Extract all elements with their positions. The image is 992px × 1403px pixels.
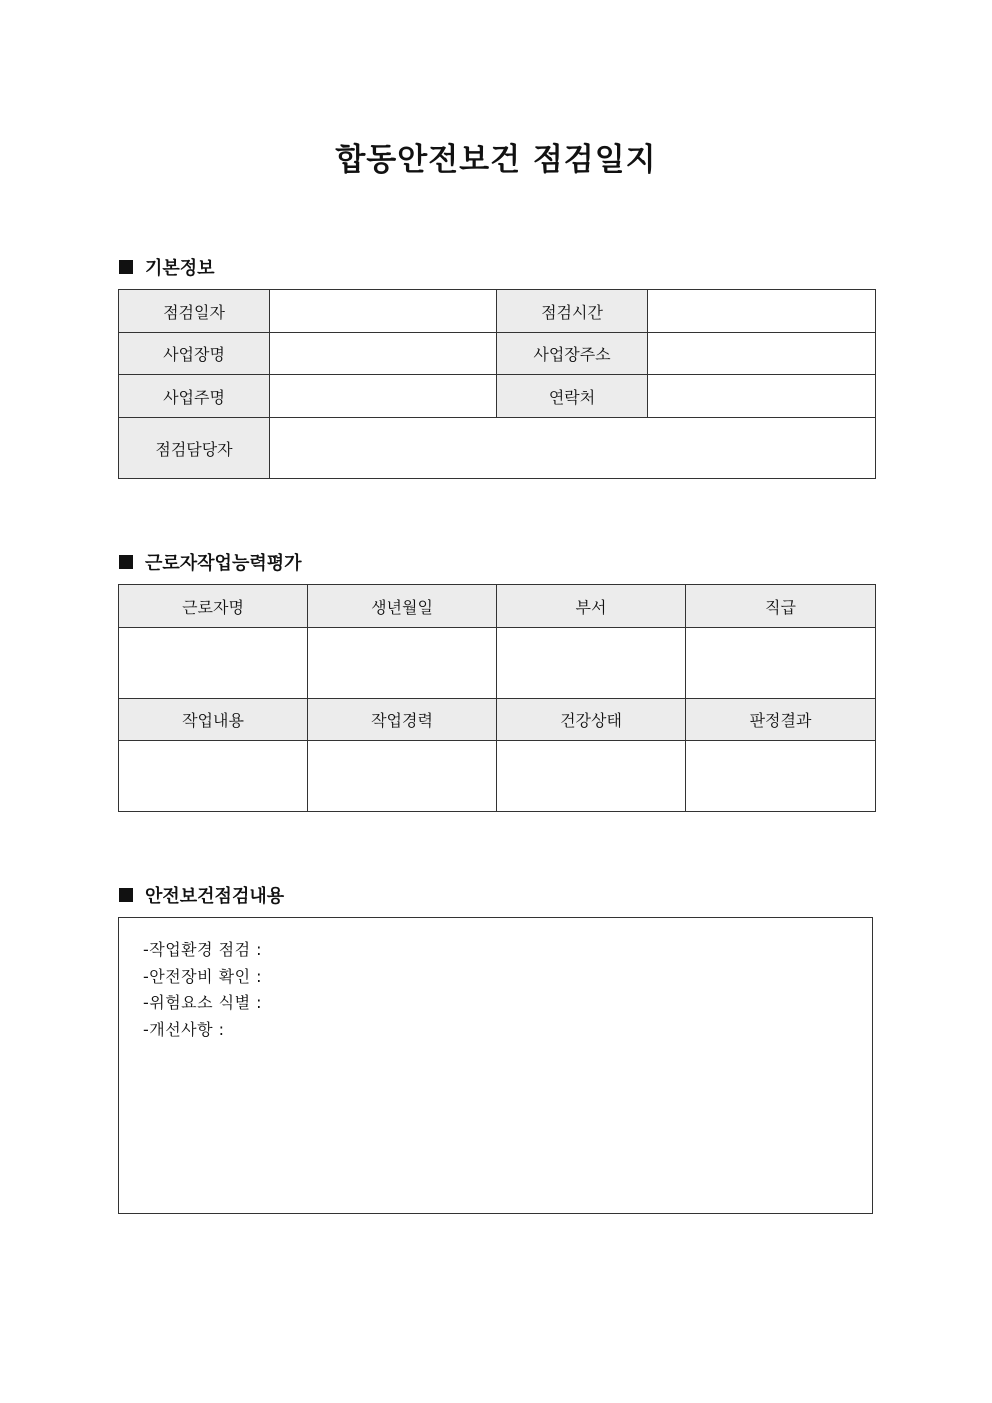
- hazard-identification-line: -위험요소 식별 :: [143, 993, 263, 1012]
- section-heading-label: 안전보건점검내용: [145, 886, 285, 907]
- basic-info-table: [118, 289, 876, 479]
- birth-date-label: 생년월일: [308, 585, 497, 628]
- table-row: [119, 375, 876, 418]
- inspector-label: 점검담당자: [119, 418, 270, 479]
- worker-name-label: 근로자명: [119, 585, 308, 628]
- workplace-address-field[interactable]: [648, 333, 876, 375]
- health-status-field[interactable]: [497, 741, 686, 812]
- contact-label: 연락처: [497, 375, 648, 418]
- square-bullet-icon: [119, 555, 133, 569]
- work-content-label: 작업내용: [119, 699, 308, 741]
- square-bullet-icon: [119, 888, 133, 902]
- table-row: [119, 290, 876, 333]
- document-title: 합동안전보건 점검일지: [335, 142, 657, 178]
- position-field[interactable]: [686, 628, 876, 699]
- table-row: [119, 418, 876, 479]
- section-heading-basic-info: [119, 254, 215, 280]
- inspector-field[interactable]: [270, 418, 876, 479]
- improvements-line: -개선사항 :: [143, 1019, 225, 1039]
- inspection-time-label: 점검시간: [497, 290, 648, 333]
- department-label: 부서: [497, 585, 686, 628]
- section-heading-label: 기본정보: [145, 258, 215, 279]
- table-row: [119, 741, 876, 812]
- table-row: [119, 585, 876, 628]
- inspection-date-label: 점검일자: [119, 290, 270, 333]
- department-field[interactable]: [497, 628, 686, 699]
- table-row: [119, 333, 876, 375]
- workplace-name-label: 사업장명: [119, 333, 270, 375]
- inspection-content-box[interactable]: [118, 917, 873, 1214]
- position-label: 직급: [686, 585, 876, 628]
- judgment-result-label: 판정결과: [686, 699, 876, 741]
- contact-field[interactable]: [648, 375, 876, 418]
- employer-name-label: 사업주명: [119, 375, 270, 418]
- worker-name-field[interactable]: [119, 628, 308, 699]
- health-status-label: 건강상태: [497, 699, 686, 741]
- table-row: [119, 628, 876, 699]
- judgment-result-field[interactable]: [686, 741, 876, 812]
- safety-equipment-check-line: -안전장비 확인 :: [143, 966, 263, 986]
- section-heading-label: 근로자작업능력평가: [145, 553, 302, 574]
- work-environment-check-line: -작업환경 점검 :: [143, 940, 263, 959]
- table-row: [119, 699, 876, 741]
- birth-date-field[interactable]: [308, 628, 497, 699]
- employer-name-field[interactable]: [270, 375, 497, 418]
- inspection-date-field[interactable]: [270, 290, 497, 333]
- work-content-field[interactable]: [119, 741, 308, 812]
- workplace-name-field[interactable]: [270, 333, 497, 375]
- work-experience-field[interactable]: [308, 741, 497, 812]
- work-experience-label: 작업경력: [308, 699, 497, 741]
- workplace-address-label: 사업장주소: [497, 333, 648, 375]
- square-bullet-icon: [119, 260, 133, 274]
- section-heading-inspection-content: [119, 882, 284, 908]
- worker-assessment-table: [118, 584, 876, 812]
- inspection-time-field[interactable]: [648, 290, 876, 333]
- section-heading-worker-assessment: [119, 549, 302, 575]
